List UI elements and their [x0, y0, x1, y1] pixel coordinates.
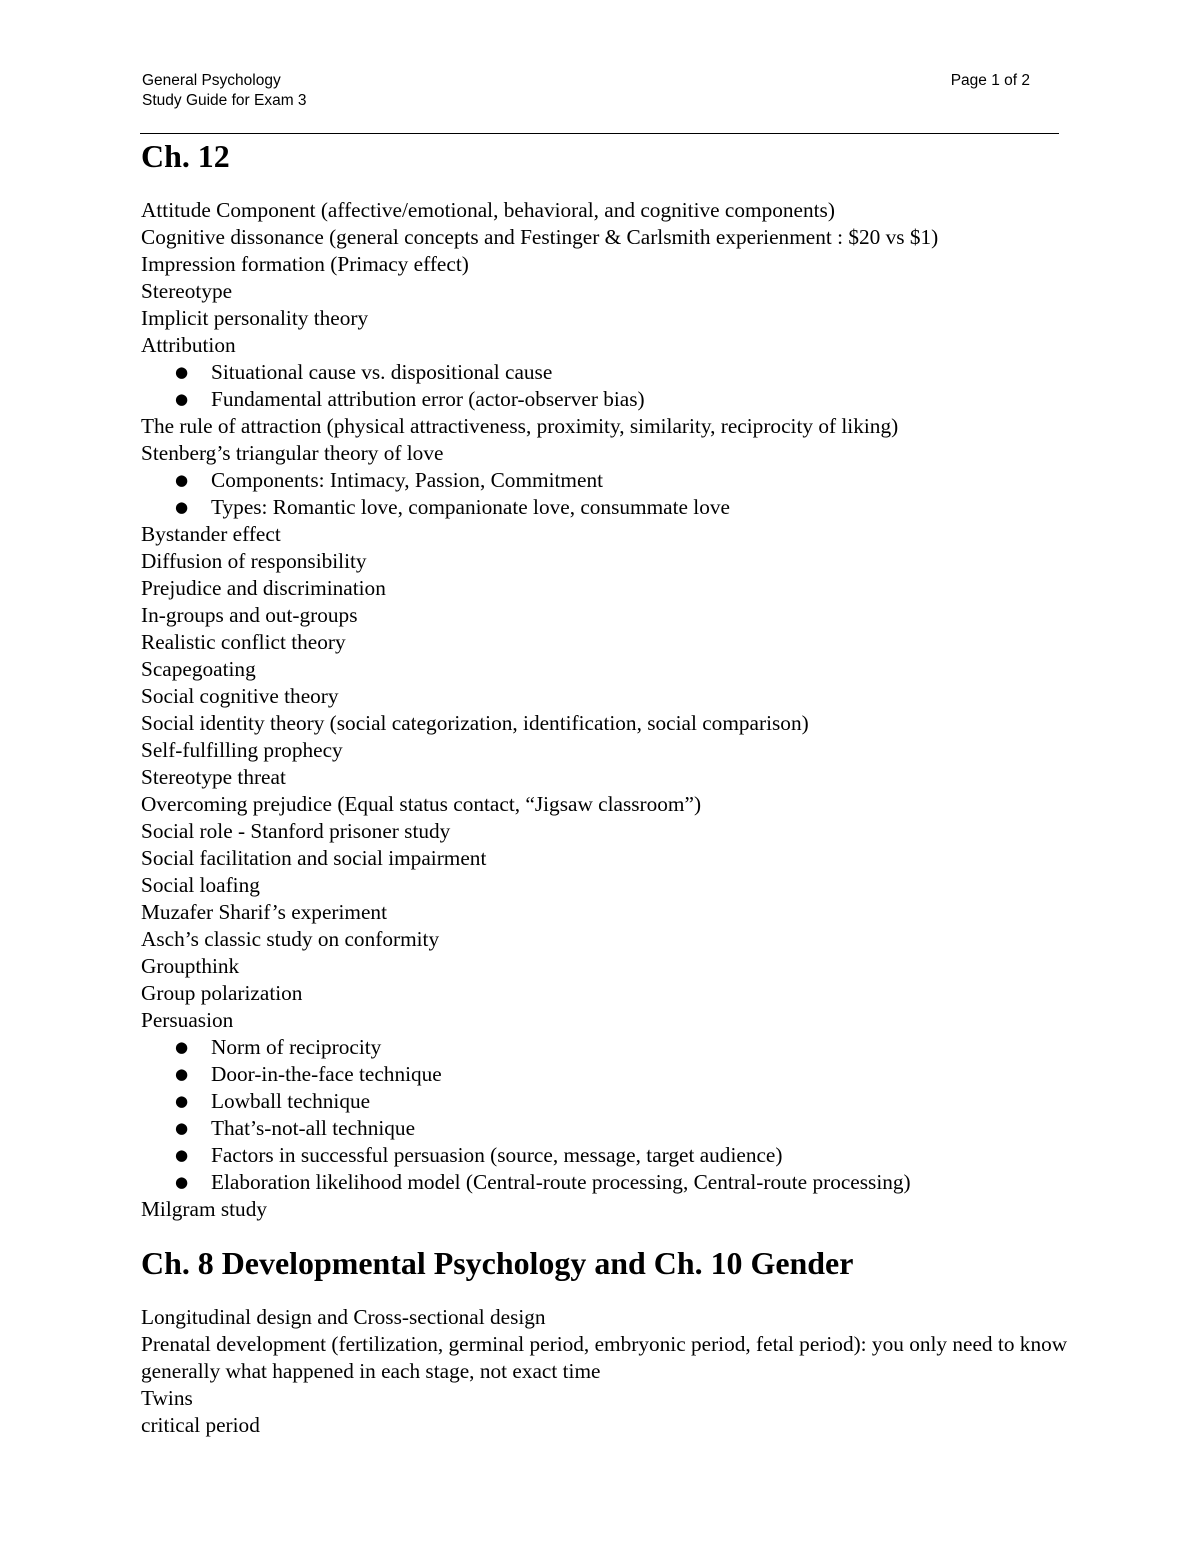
subtopic-text: Door-in-the-face technique [211, 1062, 442, 1086]
subtopic-text: Fundamental attribution error (actor-observer bias) [211, 387, 645, 411]
topic-list-ch8-ch10 [141, 1304, 1071, 1439]
topic-item: Scapegoating [141, 657, 256, 681]
bullet-dot-icon: ● [175, 1119, 189, 1137]
topic-item: Prenatal development (fertilization, germinal period, embryonic period, fetal period): you only need to know generally what happened in each stage, not exact time [141, 1332, 1068, 1383]
page-number: Page 1 of 2 [950, 72, 1030, 89]
topic-item: In-groups and out-groups [141, 603, 358, 627]
topic-item: Social facilitation and social impairment [141, 846, 487, 870]
topic-item: Longitudinal design and Cross-sectional design [141, 1305, 546, 1329]
bullet-dot-icon: ● [175, 363, 189, 381]
subtopic-item [141, 1061, 1071, 1088]
topic-item: Groupthink [141, 954, 240, 978]
bullet-dot-icon: ● [175, 498, 189, 516]
topic-item: Overcoming prejudice (Equal status contact, “Jigsaw classroom”) [141, 792, 702, 816]
subtopic-text: Elaboration likelihood model (Central-route processing, Central-route processing) [211, 1170, 911, 1194]
topic-item: Stereotype threat [141, 765, 286, 789]
subtopic-text: Components: Intimacy, Passion, Commitment [211, 468, 604, 492]
topic-item: Implicit personality theory [141, 306, 369, 330]
topic-item: Social cognitive theory [141, 684, 339, 708]
bullet-dot-icon: ● [175, 1146, 189, 1164]
topic-item: Cognitive dissonance (general concepts and Festinger & Carlsmith experienment : $20 vs $1) [141, 225, 939, 249]
subtopic-text: That’s-not-all technique [211, 1116, 416, 1140]
topic-item: Bystander effect [141, 522, 281, 546]
section-heading-ch8-ch10: Ch. 8 Developmental Psychology and Ch. 10 Gender [141, 1246, 854, 1281]
bullet-dot-icon: ● [175, 1173, 189, 1191]
topic-item: Attribution [141, 333, 236, 357]
topic-item: Persuasion [141, 1008, 234, 1032]
topic-item: Prejudice and discrimination [141, 576, 386, 600]
topic-item: Milgram study [141, 1197, 268, 1221]
topic-item: Stereotype [141, 279, 233, 303]
subtopic-item [141, 386, 1071, 413]
topic-item: Realistic conflict theory [141, 630, 346, 654]
topic-item: Stenberg’s triangular theory of love [141, 441, 444, 465]
section-heading-ch12: Ch. 12 [141, 139, 230, 174]
subtopic-text: Norm of reciprocity [211, 1035, 382, 1059]
subtopic-text: Situational cause vs. dispositional cause [211, 360, 553, 384]
subtopic-item [141, 359, 1071, 386]
bullet-dot-icon: ● [175, 1038, 189, 1056]
subtopic-text: Factors in successful persuasion (source, message, target audience) [211, 1143, 783, 1167]
subtopic-item [141, 494, 1071, 521]
bullet-dot-icon: ● [175, 471, 189, 489]
topic-item: Social identity theory (social categorization, identification, social comparison) [141, 711, 809, 735]
subtopic-item [141, 467, 1071, 494]
topic-item: Diffusion of responsibility [141, 549, 367, 573]
bullet-dot-icon: ● [175, 390, 189, 408]
header-divider [140, 133, 1059, 134]
course-title: General Psychology [142, 72, 281, 89]
subtopic-item [141, 1034, 1071, 1061]
guide-title: Study Guide for Exam 3 [142, 92, 307, 109]
topic-item: Self-fulfilling prophecy [141, 738, 343, 762]
bullet-dot-icon: ● [175, 1065, 189, 1083]
topic-item: Muzafer Sharif’s experiment [141, 900, 387, 924]
topic-item: Asch’s classic study on conformity [141, 927, 440, 951]
topic-item: critical period [141, 1413, 260, 1437]
bullet-dot-icon: ● [175, 1092, 189, 1110]
topic-item: Twins [141, 1386, 193, 1410]
topic-item: Attitude Component (affective/emotional, behavioral, and cognitive components) [141, 198, 835, 222]
document-body [141, 139, 1071, 1439]
topic-item: Group polarization [141, 981, 303, 1005]
topic-item: Social loafing [141, 873, 260, 897]
subtopic-item [141, 1115, 1071, 1142]
topic-list-ch12 [141, 197, 1071, 1223]
subtopic-text: Types: Romantic love, companionate love, consummate love [211, 495, 730, 519]
topic-item: Social role - Stanford prisoner study [141, 819, 451, 843]
subtopic-item [141, 1088, 1071, 1115]
header-left [142, 71, 307, 111]
subtopic-text: Lowball technique [211, 1089, 371, 1113]
subtopic-item [141, 1169, 1071, 1196]
subtopic-item [141, 1142, 1071, 1169]
topic-item: The rule of attraction (physical attractiveness, proximity, similarity, reciprocity of liking) [141, 414, 899, 438]
topic-item: Impression formation (Primacy effect) [141, 252, 469, 276]
